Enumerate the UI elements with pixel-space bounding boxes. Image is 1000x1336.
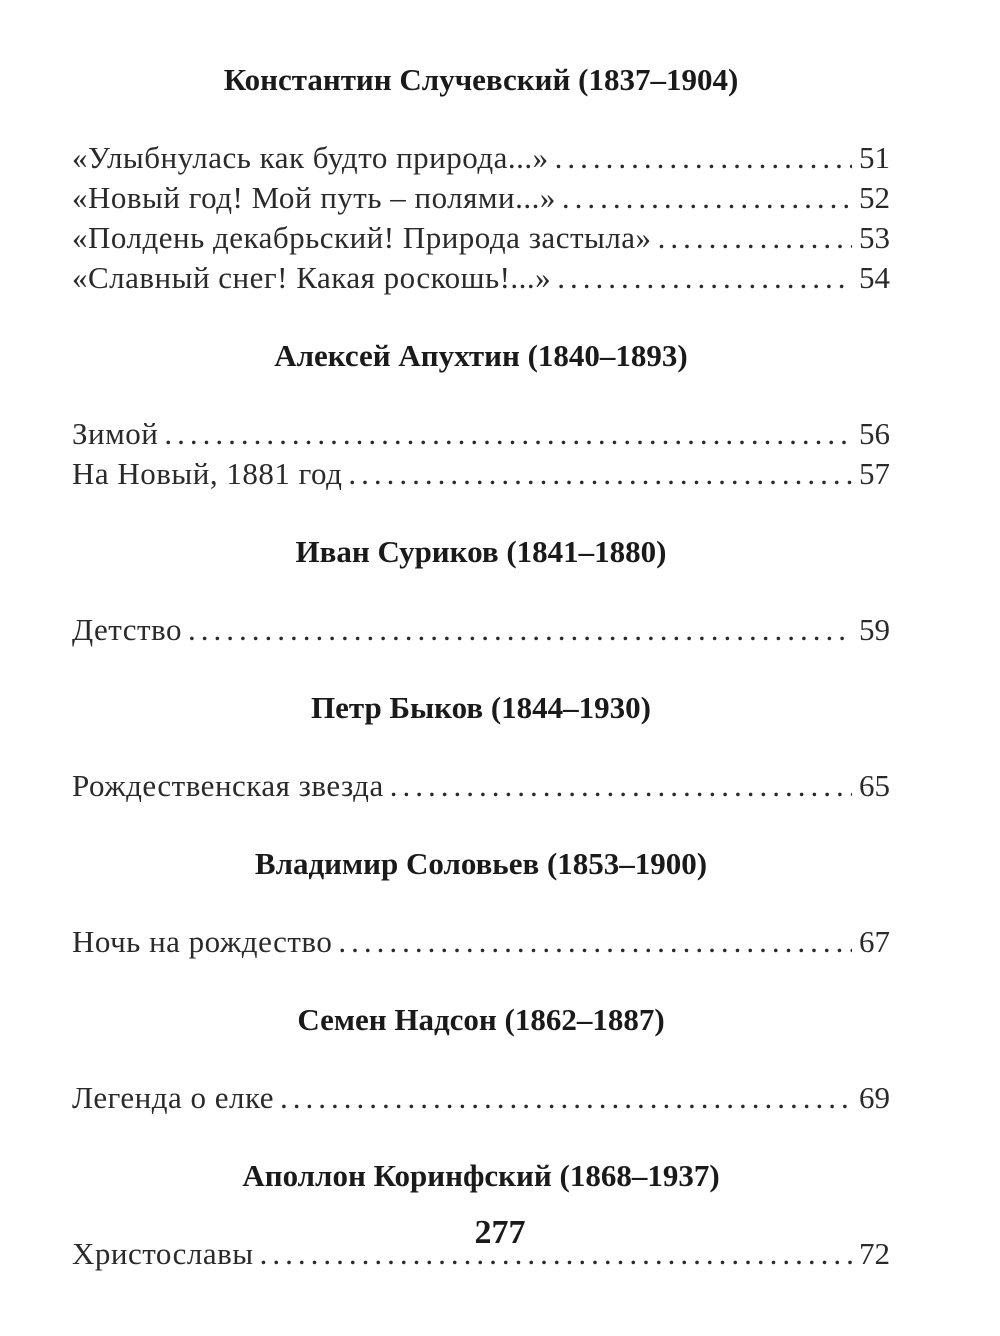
entry-list bbox=[72, 766, 890, 806]
toc-entry[interactable] bbox=[72, 414, 890, 454]
toc-entry[interactable] bbox=[72, 138, 890, 178]
toc-section-surikov bbox=[72, 532, 890, 650]
entry-page-number: 69 bbox=[859, 1080, 890, 1115]
entry-list bbox=[72, 414, 890, 494]
toc-section-nadson bbox=[72, 1000, 890, 1118]
entry-title: «Улыбнулась как будто природа...» bbox=[72, 140, 549, 175]
entry-page-number: 65 bbox=[859, 768, 890, 803]
toc-entry[interactable] bbox=[72, 1078, 890, 1118]
entry-title: Зимой bbox=[72, 416, 159, 451]
author-heading: Петр Быков (1844–1930) bbox=[311, 690, 651, 725]
entry-title: «Славный снег! Какая роскошь!...» bbox=[72, 260, 552, 295]
dot-leader bbox=[280, 1078, 852, 1118]
entry-page-number: 52 bbox=[859, 180, 890, 215]
toc-entry[interactable] bbox=[72, 178, 890, 218]
dot-leader bbox=[338, 922, 852, 962]
toc-entry[interactable] bbox=[72, 922, 890, 962]
dot-leader bbox=[164, 414, 852, 454]
author-heading: Иван Суриков (1841–1880) bbox=[295, 534, 667, 569]
dot-leader bbox=[390, 766, 852, 806]
author-heading: Владимир Соловьев (1853–1900) bbox=[254, 846, 708, 881]
entry-page-number: 67 bbox=[859, 924, 890, 959]
dot-leader bbox=[557, 258, 852, 298]
toc-entry[interactable] bbox=[72, 258, 890, 298]
entry-list bbox=[72, 1078, 890, 1118]
toc-entry[interactable] bbox=[72, 610, 890, 650]
toc-section-bykov bbox=[72, 688, 890, 806]
dot-leader bbox=[348, 454, 852, 494]
entry-title: «Новый год! Мой путь – полями...» bbox=[72, 180, 556, 215]
entry-list bbox=[72, 138, 890, 298]
entry-page-number: 53 bbox=[859, 220, 890, 255]
entry-title: Рождественская звезда bbox=[72, 768, 384, 803]
entry-title: Легенда о елке bbox=[72, 1080, 275, 1115]
entry-page-number: 51 bbox=[859, 140, 890, 175]
dot-leader bbox=[188, 610, 852, 650]
dot-leader bbox=[562, 178, 852, 218]
toc-entry[interactable] bbox=[72, 766, 890, 806]
author-heading: Семен Надсон (1862–1887) bbox=[297, 1002, 665, 1037]
entry-title: Христославы bbox=[72, 1236, 254, 1271]
author-heading: Константин Случевский (1837–1904) bbox=[223, 62, 739, 97]
entry-page-number: 57 bbox=[859, 456, 890, 491]
table-of-contents bbox=[72, 60, 890, 1312]
toc-section-apukhtin bbox=[72, 336, 890, 494]
entry-list bbox=[72, 922, 890, 962]
author-heading: Аполлон Коринфский (1868–1937) bbox=[242, 1158, 720, 1193]
page-number: 277 bbox=[474, 1214, 526, 1251]
entry-page-number: 72 bbox=[859, 1236, 890, 1271]
toc-section-solovyov bbox=[72, 844, 890, 962]
entry-page-number: 54 bbox=[859, 260, 890, 295]
toc-entry[interactable] bbox=[72, 454, 890, 494]
entry-list bbox=[72, 610, 890, 650]
toc-section-sluchevsky bbox=[72, 60, 890, 298]
author-heading: Алексей Апухтин (1840–1893) bbox=[274, 338, 688, 373]
entry-title: На Новый, 1881 год bbox=[72, 456, 343, 491]
dot-leader bbox=[658, 218, 852, 258]
entry-title: Детство bbox=[72, 612, 182, 647]
entry-title: Ночь на рождество bbox=[72, 924, 333, 959]
dot-leader bbox=[555, 138, 852, 178]
entry-page-number: 59 bbox=[859, 612, 890, 647]
entry-page-number: 56 bbox=[859, 416, 890, 451]
toc-entry[interactable] bbox=[72, 218, 890, 258]
entry-title: «Полдень декабрьский! Природа застыла» bbox=[72, 220, 652, 255]
